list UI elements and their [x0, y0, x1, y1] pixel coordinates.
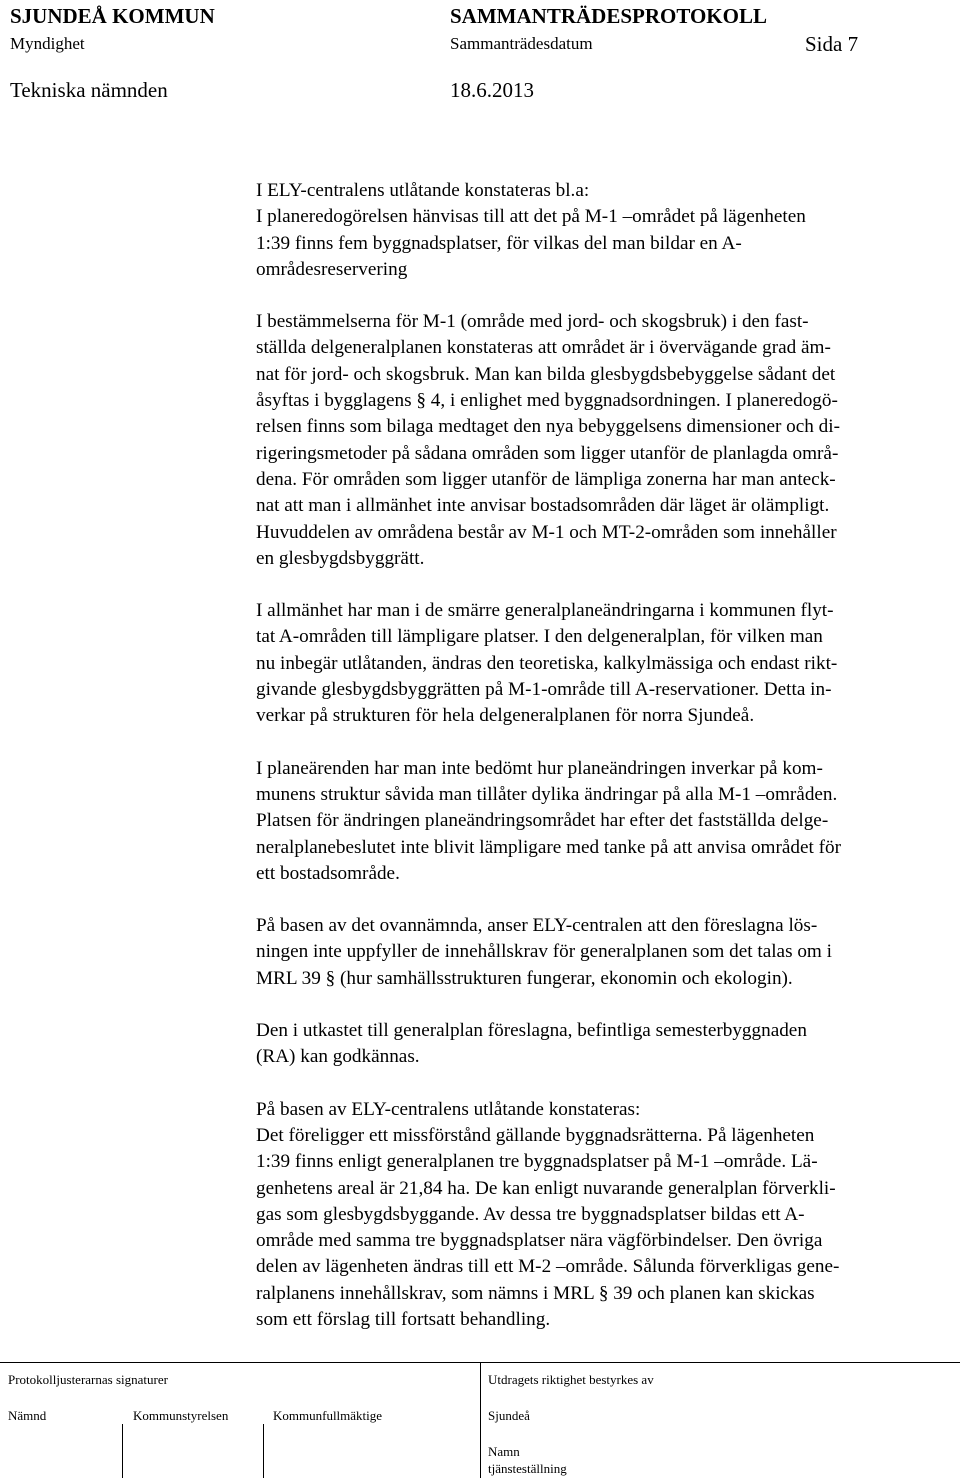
text-line: relsen finns som bilaga medtaget den nya bebyggelsens dimensioner och di- — [256, 416, 841, 438]
text-line: (RA) kan godkännas. — [256, 1046, 420, 1068]
signature-footer — [0, 1362, 960, 1478]
name-label: Namn — [488, 1444, 520, 1459]
text-line: munens struktur såvida man tillåter dylika ändringar på alla M-1 –områden. — [256, 783, 838, 805]
paragraph-1 — [256, 178, 956, 283]
paragraph-gap — [256, 1071, 956, 1097]
text-line: områdesreservering — [256, 258, 408, 280]
text-line: 1:39 finns enligt generalplanen tre byggnadsplatser på M-1 –område. Lä- — [256, 1151, 818, 1173]
paragraph-7 — [256, 1097, 956, 1334]
text-line: nat för jord- och skogsbruk. Man kan bilda glesbygdsbebyggelse sådant det — [256, 363, 836, 385]
meeting-date-label: Sammanträdesdatum — [450, 34, 593, 53]
text-line: ningen inte uppfyller de innehållskrav för generalplanen som det talas om i — [256, 941, 832, 963]
paragraph-gap — [256, 730, 956, 756]
paragraph-3 — [256, 598, 956, 729]
text-line: I bestämmelserna för M-1 (område med jord- och skogsbruk) i den fast- — [256, 311, 809, 333]
text-line: MRL 39 § (hur samhällsstrukturen fungerar, ekonomin och ekologin). — [256, 967, 793, 989]
document-type: SAMMANTRÄDESPROTOKOLL — [450, 4, 767, 28]
paragraph-gap — [256, 887, 956, 913]
text-line: en glesbygdsbyggrätt. — [256, 547, 425, 569]
text-line: tat A-områden till lämpligare platser. I den delgeneralplan, för vilken man — [256, 626, 823, 648]
signatures-label: Protokolljusterarnas signaturer — [8, 1372, 168, 1387]
text-line: I ELY-centralens utlåtande konstateras bl.a: — [256, 180, 590, 201]
footer-divider — [480, 1362, 481, 1478]
paragraph-gap — [256, 283, 956, 309]
text-line: I allmänhet har man i de smärre generalplaneändringarna i kommunen flyt- — [256, 600, 834, 622]
text-line: Den i utkastet till generalplan föreslagna, befintliga semesterbyggnaden — [256, 1020, 807, 1042]
text-line: ställda delgeneralplanen konstateras att området är i övervägande grad äm- — [256, 337, 831, 359]
municipality-name: SJUNDEÅ KOMMUN — [10, 4, 215, 28]
paragraph-6 — [256, 1018, 956, 1071]
place-label: Sjundeå — [488, 1408, 530, 1423]
authority-label: Myndighet — [10, 34, 85, 53]
text-line: som ett förslag till fortsatt behandling. — [256, 1308, 551, 1330]
paragraph-gap — [256, 992, 956, 1018]
paragraph-5 — [256, 913, 956, 992]
municipal-council-label: Kommunfullmäktige — [273, 1408, 383, 1423]
text-line: Platsen för ändringen planeändringsområdet har efter det fastställda delge- — [256, 810, 829, 832]
extract-certified-label: Utdragets riktighet bestyrkes av — [488, 1372, 654, 1387]
footer-col-divider-2 — [263, 1424, 264, 1478]
text-line: område med samma tre byggnadsplatser nära vägförbindelser. Den övriga — [256, 1230, 823, 1252]
page-number: Sida 7 — [805, 32, 859, 56]
text-line: åsyftas i bygglagens § 4, i enlighet med byggnadsordningen. I planeredogö- — [256, 390, 838, 412]
text-line: ett bostadsområde. — [256, 862, 400, 884]
text-line: gas som glesbygdsbyggande. Av dessa tre byggnadsplatser bildas ett A- — [256, 1203, 805, 1225]
authority-name: Tekniska nämnden — [10, 78, 168, 102]
text-line: rigeringsmetoder på sådana områden som ligger utanför de planlagda områ- — [256, 442, 839, 464]
text-line: Huvuddelen av områdena består av M-1 och MT-2-områden som innehåller — [256, 521, 837, 543]
meeting-date: 18.6.2013 — [450, 78, 534, 102]
text-line: verkar på strukturen för hela delgeneralplanen för norra Sjundeå. — [256, 705, 755, 727]
page-header — [10, 4, 940, 106]
text-line: 1:39 finns fem byggnadsplatser, för vilkas del man bildar en A- — [256, 232, 742, 254]
text-line: delen av lägenheten ändras till ett M-2 –område. Sålunda förverkligas gene- — [256, 1256, 840, 1278]
protocol-body — [256, 178, 956, 1333]
text-line: nat att man i allmänhet inte anvisar bostadsområden där läget är olämpligt. — [256, 495, 830, 517]
text-line: neralplanebeslutet inte blivit lämpligare med tanke på att anvisa området för — [256, 836, 842, 858]
text-line: På basen av det ovannämnda, anser ELY-centralen att den föreslagna lös- — [256, 915, 818, 937]
paragraph-gap — [256, 572, 956, 598]
paragraph-4 — [256, 756, 956, 887]
municipal-board-label: Kommunstyrelsen — [133, 1408, 229, 1423]
text-line: På basen av ELY-centralens utlåtande konstateras: — [256, 1098, 641, 1120]
paragraph-2 — [256, 309, 956, 572]
text-line: I planeärenden har man inte bedömt hur planeändringen inverkar på kom- — [256, 757, 823, 779]
footer-col-divider-1 — [122, 1424, 123, 1478]
text-line: nu inbegär utlåtanden, ändras den teoretiska, kalkylmässiga och endast rikt- — [256, 652, 838, 674]
board-label: Nämnd — [8, 1408, 47, 1423]
text-line: ralplanens innehållskrav, som nämns i MRL § 39 och planen kan skickas — [256, 1282, 815, 1304]
text-line: givande glesbygdsbyggrätten på M-1-område till A-reservationer. Detta in- — [256, 679, 832, 701]
text-line: Det föreligger ett missförstånd gällande byggnadsrätterna. På lägenheten — [256, 1124, 815, 1146]
position-label: tjänsteställning — [488, 1461, 567, 1476]
text-line: dena. För områden som ligger utanför de lämpliga zonerna har man anteck- — [256, 468, 836, 490]
text-line: I planeredogörelsen hänvisas till att det på M-1 –området på lägenheten — [256, 206, 806, 228]
text-line: genhetens areal är 21,84 ha. De kan enligt nuvarande generalplan förverkli- — [256, 1177, 836, 1199]
